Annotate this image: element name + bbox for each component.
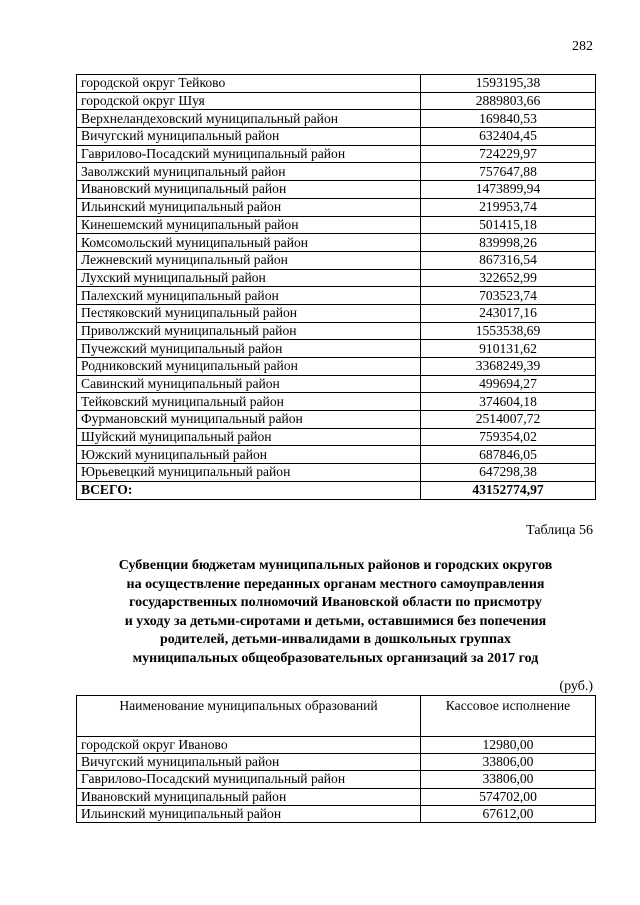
amount-value: 2514007,72 (421, 411, 596, 429)
municipality-name: Ивановский муниципальный район (77, 788, 421, 805)
municipality-name: Юрьевецкий муниципальный район (77, 464, 421, 482)
amount-value: 67612,00 (421, 805, 596, 822)
table-row (77, 754, 596, 771)
municipality-name: Пучежский муниципальный район (77, 340, 421, 358)
municipality-name: городской округ Иваново (77, 737, 421, 754)
table-row (77, 340, 596, 358)
amount-value: 12980,00 (421, 737, 596, 754)
amount-value: 867316,54 (421, 251, 596, 269)
units-label: (руб.) (559, 679, 593, 694)
municipality-name: Ивановский муниципальный район (77, 181, 421, 199)
municipality-name: Лухский муниципальный район (77, 269, 421, 287)
municipality-name: Ильинский муниципальный район (77, 805, 421, 822)
table-title-line: родителей, детьми-инвалидами в дошкольных группах (159, 632, 512, 647)
municipality-name: Вичугский муниципальный район (77, 754, 421, 771)
table-row (77, 805, 596, 822)
table-row (77, 198, 596, 216)
municipality-name: Палехский муниципальный район (77, 287, 421, 305)
amount-value: 501415,18 (421, 216, 596, 234)
municipality-name: Кинешемский муниципальный район (77, 216, 421, 234)
table-title-line: Субвенции бюджетам муниципальных районов и городских округов (118, 558, 553, 573)
table-row (77, 393, 596, 411)
amount-value: 703523,74 (421, 287, 596, 305)
table-title-line: государственных полномочий Ивановской области по присмотру (129, 595, 542, 610)
table-row (77, 75, 596, 93)
amount-value: 757647,88 (421, 163, 596, 181)
table-row (77, 287, 596, 305)
municipality-name: Фурмановский муниципальный район (77, 411, 421, 429)
table-row (77, 771, 596, 788)
column-header-value: Кассовое исполнение (421, 696, 596, 737)
amount-value: 839998,26 (421, 234, 596, 252)
table-header-row (77, 696, 596, 737)
municipality-name: Южский муниципальный район (77, 446, 421, 464)
total-row (77, 481, 596, 499)
amount-value: 574702,00 (421, 788, 596, 805)
table-row (77, 411, 596, 429)
table-row (77, 737, 596, 754)
municipality-name: городской округ Шуя (77, 92, 421, 110)
amount-value: 33806,00 (421, 771, 596, 788)
municipality-name: Ильинский муниципальный район (77, 198, 421, 216)
table-title-line: муниципальных общеобразовательных организаций за 2017 год (132, 650, 539, 666)
municipality-name: Пестяковский муниципальный район (77, 304, 421, 322)
column-header-name: Наименование муниципальных образований (77, 696, 421, 737)
table-row (77, 251, 596, 269)
municipality-name: Гаврилово-Посадский муниципальный район (77, 771, 421, 788)
table-row (77, 375, 596, 393)
amount-value: 3368249,39 (421, 358, 596, 376)
amount-value: 2889803,66 (421, 92, 596, 110)
municipality-name: Верхнеландеховский муниципальный район (77, 110, 421, 128)
municipality-name: Шуйский муниципальный район (77, 428, 421, 446)
table-row (77, 128, 596, 146)
subvention-table-continued (76, 74, 596, 500)
table-row (77, 92, 596, 110)
municipality-name: Комсомольский муниципальный район (77, 234, 421, 252)
table-row (77, 788, 596, 805)
amount-value: 169840,53 (421, 110, 596, 128)
municipality-name: Заволжский муниципальный район (77, 163, 421, 181)
subvention-table-56 (76, 695, 596, 823)
table-row (77, 163, 596, 181)
municipality-name: Савинский муниципальный район (77, 375, 421, 393)
amount-value: 1473899,94 (421, 181, 596, 199)
table-row (77, 234, 596, 252)
municipality-name: Лежневский муниципальный район (77, 251, 421, 269)
table-row (77, 216, 596, 234)
table-title-line: на осуществление переданных органам местного самоуправления (126, 576, 545, 592)
amount-value: 219953,74 (421, 198, 596, 216)
total-label: ВСЕГО: (77, 481, 421, 499)
page-number: 282 (572, 39, 593, 54)
amount-value: 910131,62 (421, 340, 596, 358)
amount-value: 1593195,38 (421, 75, 596, 93)
table-row (77, 110, 596, 128)
table-row (77, 269, 596, 287)
amount-value: 374604,18 (421, 393, 596, 411)
municipality-name: Приволжский муниципальный район (77, 322, 421, 340)
table-label: Таблица 56 (526, 523, 593, 538)
table-row (77, 181, 596, 199)
amount-value: 33806,00 (421, 754, 596, 771)
amount-value: 243017,16 (421, 304, 596, 322)
municipality-name: Гаврилово-Посадский муниципальный район (77, 145, 421, 163)
municipality-name: городской округ Тейково (77, 75, 421, 93)
table-row (77, 304, 596, 322)
municipality-name: Вичугский муниципальный район (77, 128, 421, 146)
table-row (77, 145, 596, 163)
total-value: 43152774,97 (421, 481, 596, 499)
table-row (77, 358, 596, 376)
table-title-line: и уходу за детьми-сиротами и детьми, оставшимися без попечения (124, 613, 547, 629)
municipality-name: Родниковский муниципальный район (77, 358, 421, 376)
amount-value: 1553538,69 (421, 322, 596, 340)
amount-value: 724229,97 (421, 145, 596, 163)
amount-value: 647298,38 (421, 464, 596, 482)
amount-value: 759354,02 (421, 428, 596, 446)
amount-value: 687846,05 (421, 446, 596, 464)
table-row (77, 428, 596, 446)
table-row (77, 464, 596, 482)
table-title (76, 557, 595, 668)
amount-value: 632404,45 (421, 128, 596, 146)
municipality-name: Тейковский муниципальный район (77, 393, 421, 411)
amount-value: 322652,99 (421, 269, 596, 287)
table-row (77, 322, 596, 340)
table-row (77, 446, 596, 464)
amount-value: 499694,27 (421, 375, 596, 393)
